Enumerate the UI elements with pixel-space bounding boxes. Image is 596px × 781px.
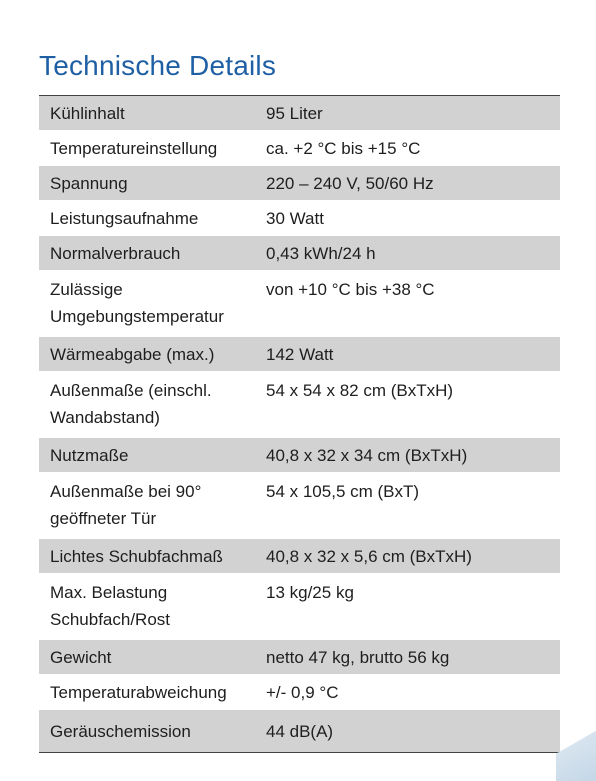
spec-value: 54 x 105,5 cm (BxT) (266, 482, 420, 501)
page-title: Technische Details (39, 50, 277, 81)
spec-value: ca. +2 °C bis +15 °C (266, 139, 421, 158)
table-row (39, 96, 560, 131)
spec-label: Wärmeabgabe (max.) (50, 345, 215, 364)
spec-label: Gewicht (50, 648, 112, 667)
spec-value: 54 x 54 x 82 cm (BxTxH) (266, 381, 454, 400)
table-row (39, 166, 560, 201)
table-row (39, 539, 560, 574)
table-row (39, 131, 560, 166)
table-row (39, 271, 560, 337)
table-row (39, 675, 560, 710)
table-row (39, 337, 560, 372)
spec-label: Temperatureinstellung (50, 139, 218, 158)
spec-value: von +10 °C bis +38 °C (266, 280, 435, 299)
spec-label: Spannung (50, 174, 128, 193)
spec-value: +/- 0,9 °C (266, 683, 339, 702)
spec-value: 30 Watt (266, 209, 324, 228)
spec-value: 95 Liter (266, 104, 323, 123)
spec-value: 40,8 x 32 x 5,6 cm (BxTxH) (266, 547, 472, 566)
spec-label: Lichtes Schubfachmaß (50, 547, 223, 566)
spec-label: Außenmaße bei 90° geöffneter Tür (50, 482, 202, 528)
spec-value: 44 dB(A) (266, 722, 334, 741)
spec-label: Leistungsaufnahme (50, 209, 199, 228)
spec-label: Nutzmaße (50, 446, 129, 465)
spec-value: 142 Watt (266, 345, 334, 364)
spec-value: 40,8 x 32 x 34 cm (BxTxH) (266, 446, 468, 465)
table-row (39, 640, 560, 675)
spec-label: Geräuschemission (50, 722, 191, 741)
spec-label: Max. Belastung Schubfach/Rost (50, 583, 171, 629)
table-row (39, 236, 560, 271)
spec-value: netto 47 kg, brutto 56 kg (266, 648, 450, 667)
spec-label: Temperaturabweichung (50, 683, 227, 702)
spec-label: Normalverbrauch (50, 244, 181, 263)
table-row (39, 710, 560, 752)
spec-label: Kühlinhalt (50, 104, 125, 123)
table-row (39, 372, 560, 438)
spec-table (39, 95, 560, 753)
spec-label: Außenmaße (einschl. Wandabstand) (50, 381, 212, 427)
table-row (39, 201, 560, 236)
spec-value: 13 kg/25 kg (266, 583, 354, 602)
table-row (39, 574, 560, 640)
spec-value: 0,43 kWh/24 h (266, 244, 376, 263)
table-row (39, 473, 560, 539)
spec-value: 220 – 240 V, 50/60 Hz (266, 174, 434, 193)
table-row (39, 438, 560, 473)
corner-decoration (556, 691, 596, 781)
spec-label: Zulässige Umgebungstemperatur (50, 280, 224, 326)
